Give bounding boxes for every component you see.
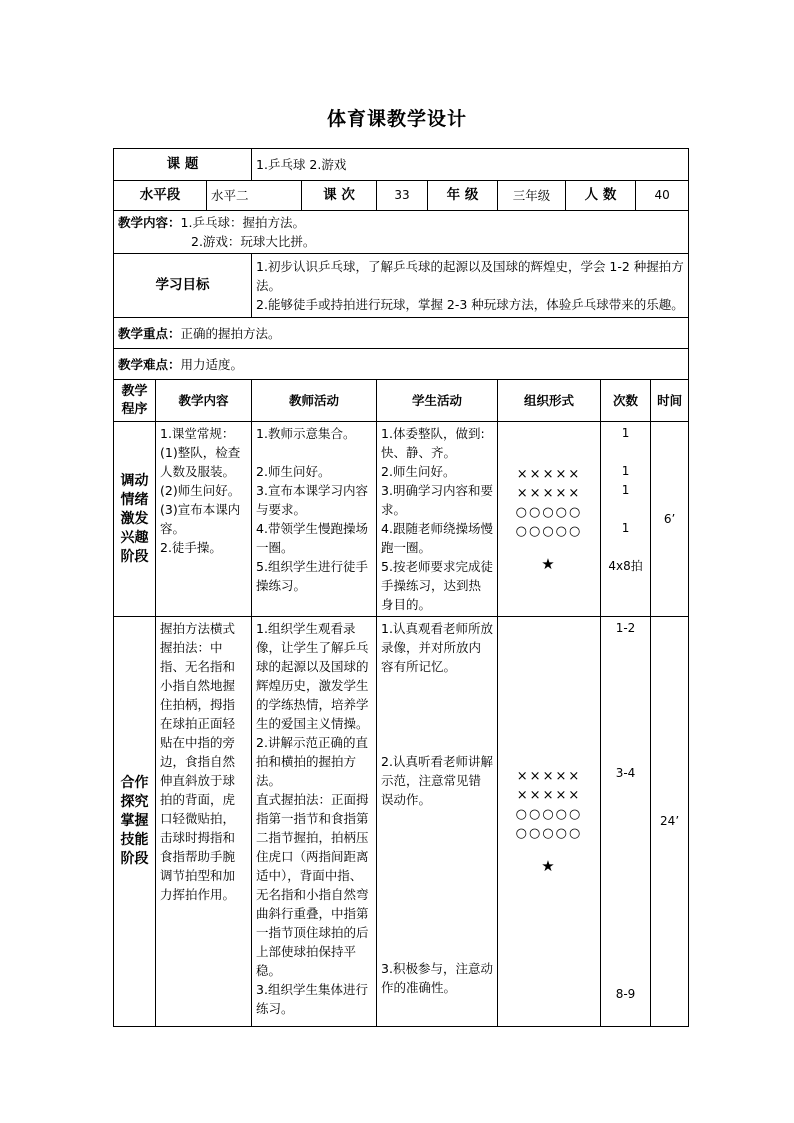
- teacher-star-icon: ★: [541, 554, 557, 573]
- difficulty-value: 用力适度。: [180, 356, 244, 372]
- content-line-1: 1.乒乓球：握拍方法。: [180, 215, 305, 230]
- formation-row: ×××××: [516, 466, 582, 482]
- phase1-student-line: 5.按老师要求完成徒手操练习，达到热身目的。: [381, 559, 493, 612]
- level-label: 水平段: [114, 181, 207, 211]
- phase2-student-line: 3.积极参与，注意动作的准确性。: [381, 961, 493, 995]
- col-teacher: 教师活动: [252, 380, 377, 422]
- phase2-teacher-line: 直式握拍法：正面拇指第一指节和食指第二指节握拍，拍柄压住虎口（两指间距离适中），背面中指、无名指和小指自然弯曲斜行重叠，中指第一指节顶住球拍的后上部使球拍保持平稳。: [256, 792, 369, 978]
- col-time: 时间: [651, 380, 689, 422]
- teaching-content: [114, 211, 689, 254]
- count-label: 人 数: [566, 181, 636, 211]
- times-value: 3-4: [615, 766, 636, 780]
- phase1-teacher-line: 3.宣布本课学习内容与要求。: [256, 483, 368, 517]
- phase1-student-line: 4.跟随老师绕操场慢跑一圈。: [381, 521, 493, 555]
- formation-row: ×××××: [516, 769, 582, 784]
- times-value: 1-2: [615, 621, 636, 635]
- phase1-content-line: 2.徒手操。: [160, 540, 222, 555]
- times-value: 4x8拍: [608, 559, 643, 573]
- formation-row: ×××××: [516, 788, 582, 803]
- phase1-student: [377, 422, 498, 617]
- phase2-teacher: [252, 617, 377, 1027]
- phase2-times: [601, 617, 651, 1027]
- times-value: 1: [621, 426, 630, 440]
- phase1-content-line: (1)整队，检查人数及服装。: [160, 445, 241, 479]
- phase2-formation: [498, 617, 601, 1027]
- phase2-student-line: 1.认真观看老师所放录像，并对所放内容有所记忆。: [381, 621, 493, 674]
- phase2-teacher-line: 2.讲解示范正确的直拍和横拍的握拍方法。: [256, 735, 368, 788]
- phase1-student-line: 1.体委整队，做到:快、静、齐。: [381, 426, 485, 460]
- phase2-content: 握拍方法横式握拍法：中指、无名指和小指自然地握住拍柄，拇指在球拍正面轻贴在中指的旁边，食指自然伸直斜放于球拍的背面，虎口轻微贴拍，击球时拇指和食指帮助手腕调节拍型和加力挥拍作用。: [156, 617, 252, 1027]
- phase1-teacher-line: 2.师生问好。: [256, 464, 331, 479]
- key-point-value: 正确的握拍方法。: [180, 325, 281, 341]
- phase1-teacher-line: 1.教师示意集合。: [256, 426, 356, 441]
- phase2-teacher-line: 1.组织学生观看录像，让学生了解乒乓球的起源以及国球的辉煌历史，激发学生的学练热情，培养学生的爱国主义情操。: [256, 621, 369, 731]
- goals-label: 学习目标: [114, 254, 252, 318]
- phase1-teacher: [252, 422, 377, 617]
- lesson-label: 课 次: [302, 181, 377, 211]
- times-value: 1: [621, 521, 630, 535]
- phase1-content: [156, 422, 252, 617]
- phase2-student-line: 2.认真听看老师讲解示范，注意常见错误动作。: [381, 754, 493, 807]
- phase1-content-line: (3)宣布本课内容。: [160, 502, 241, 536]
- phase1-student-line: 2.师生问好。: [381, 464, 456, 479]
- goal-2: 2.能够徒手或持拍进行玩球，掌握 2-3 种玩球方法，体验乒乓球带来的乐趣。: [256, 297, 684, 312]
- level-value: 水平二: [207, 181, 302, 211]
- topic-label: 课 题: [114, 149, 252, 181]
- formation-row: ×××××: [516, 485, 582, 501]
- key-point: [114, 318, 689, 349]
- col-procedure: 教学程序: [114, 380, 156, 422]
- col-times: 次数: [601, 380, 651, 422]
- content-label: 教学内容：: [118, 215, 181, 230]
- times-value: 1: [621, 464, 630, 478]
- teacher-star-icon: ★: [541, 857, 557, 875]
- phase1-formation: [498, 422, 601, 617]
- phase1-student-line: 3.明确学习内容和要求。: [381, 483, 493, 517]
- times-value: 8-9: [615, 987, 636, 1001]
- formation-row: ○○○○○: [515, 807, 583, 822]
- col-content: 教学内容: [156, 380, 252, 422]
- phase1-content-line: (2)师生问好。: [160, 483, 241, 498]
- phase1-content-line: 1.课堂常规：: [160, 426, 235, 441]
- topic-value: 1.乒乓球 2.游戏: [252, 149, 689, 181]
- phase2-teacher-line: 3.组织学生集体进行练习。: [256, 982, 368, 1016]
- formation-row: ○○○○○: [515, 826, 583, 841]
- goal-1: 1.初步认识乒乓球，了解乒乓球的起源以及国球的辉煌史，学会 1-2 种握拍方法。: [256, 259, 684, 293]
- phase2-name: 合作探究掌握技能阶段: [114, 617, 156, 1027]
- content-line-2: 2.游戏：玩球大比拼。: [191, 234, 316, 249]
- times-value: 1: [621, 483, 630, 497]
- col-organization: 组织形式: [498, 380, 601, 422]
- grade-value: 三年级: [498, 181, 566, 211]
- difficulty-label: 教学难点：: [118, 356, 181, 372]
- grade-label: 年 级: [428, 181, 498, 211]
- phase1-times: [601, 422, 651, 617]
- lesson-plan-table: [113, 148, 689, 1027]
- formation-row: ○○○○○: [515, 523, 583, 539]
- phase1-teacher-line: 5.组织学生进行徒手操练习。: [256, 559, 368, 593]
- goals-text: [252, 254, 689, 318]
- phase1-name: 调动情绪激发兴趣阶段: [114, 422, 156, 617]
- difficulty: [114, 349, 689, 380]
- lesson-value: 33: [377, 181, 428, 211]
- phase1-time: 6’: [651, 422, 689, 617]
- count-value: 40: [636, 181, 689, 211]
- phase1-teacher-line: 4.带领学生慢跑操场一圈。: [256, 521, 368, 555]
- key-point-label: 教学重点：: [118, 325, 181, 341]
- col-student: 学生活动: [377, 380, 498, 422]
- formation-row: ○○○○○: [515, 504, 583, 520]
- phase2-student: [377, 617, 498, 1027]
- page-title: 体育课教学设计: [326, 108, 467, 130]
- phase2-time: 24’: [651, 617, 689, 1027]
